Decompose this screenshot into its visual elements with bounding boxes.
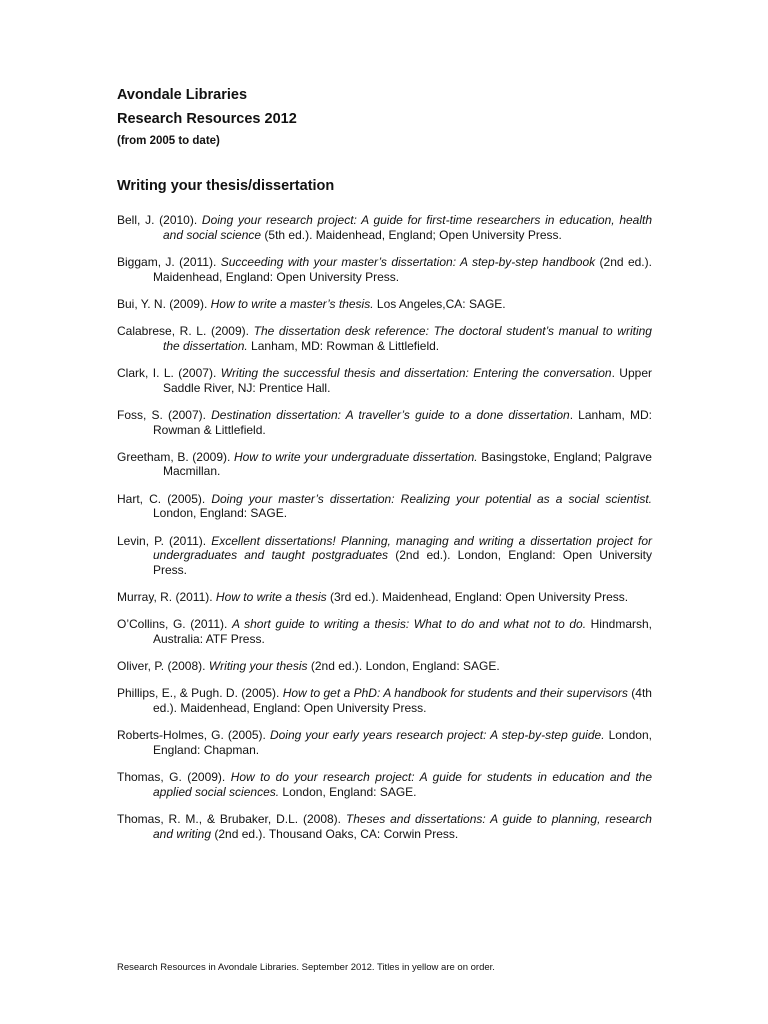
reference-title: Doing your research project: A guide for first-time researchers in education, health and social science [163,213,653,242]
reference-authors: Roberts-Holmes, G. (2005). [117,728,270,743]
reference-details: Lanham, MD: Rowman & Littlefield. [247,338,440,353]
reference-details: (2nd ed.). Maidenhead, England: Open University Press. [153,254,652,284]
reference-authors: Greetham, B. (2009). [117,449,234,464]
reference-item [117,812,652,841]
reference-title: How to get a PhD: A handbook for students and their supervisors [282,686,628,701]
reference-item [117,450,652,479]
reference-details: (2nd ed.). London, England: Open University Press. [153,548,652,577]
reference-authors: Hart, C. (2005). [117,491,212,506]
reference-details: Los Angeles,CA: SAGE. [373,296,506,311]
reference-title: How to write a master’s thesis. [210,296,374,311]
reference-title: Theses and dissertations: A guide to planning, research and writing [153,812,652,841]
reference-item [117,408,652,437]
reference-item [117,324,652,353]
reference-item [117,213,652,242]
reference-item [117,728,652,757]
date-range: (from 2005 to date) [117,135,220,147]
reference-title: Doing your master’s dissertation: Realizing your potential as a social scientist. [211,491,652,506]
reference-details: (3rd ed.). Maidenhead, England: Open University Press. [326,590,629,605]
reference-title: A short guide to writing a thesis: What to do and what not to do. [231,617,587,632]
reference-item [117,617,652,646]
reference-authors: Thomas, G. (2009). [117,770,231,785]
reference-authors: Bui, Y. N. (2009). [117,296,211,311]
reference-item [117,659,652,674]
reference-title: Succeeding with your master’s dissertation: A step-by-step handbook [220,254,596,269]
reference-authors: Clark, I. L. (2007). [117,365,221,380]
reference-title: Doing your early years research project: A step-by-step guide. [269,728,605,743]
reference-list [117,213,652,854]
reference-authors: Thomas, R. M., & Brubaker, D.L. (2008). [117,812,346,827]
reference-details: London, England: SAGE. [153,506,288,521]
document-title: Research Resources 2012 [117,111,297,127]
reference-details: (2nd ed.). Thousand Oaks, CA: Corwin Press. [211,826,459,841]
reference-title: Excellent dissertations! Planning, managing and writing a dissertation project for undergraduates and taught postgraduates [153,533,652,563]
reference-authors: O’Collins, G. (2011). [117,617,232,632]
reference-title: The dissertation desk reference: The doctoral student’s manual to writing the dissertation. [163,324,652,353]
page-footer: Research Resources in Avondale Libraries. September 2012. Titles in yellow are on order. [117,962,495,973]
reference-item [117,492,652,521]
reference-authors: Bell, J. (2010). [117,213,202,227]
reference-details: . Upper Saddle River, NJ: Prentice Hall. [163,365,652,395]
reference-title: Writing the successful thesis and dissertation: Entering the conversation [220,365,612,380]
reference-item [117,686,652,715]
reference-authors: Foss, S. (2007). [117,407,212,422]
reference-authors: Biggam, J. (2011). [117,254,221,269]
reference-item [117,770,652,799]
reference-title: How to write your undergraduate dissertation. [233,449,478,464]
reference-authors: Phillips, E., & Pugh. D. (2005). [117,686,283,701]
reference-details: . Lanham, MD: Rowman & Littlefield. [153,407,652,437]
reference-title: How to write a thesis [215,590,327,605]
reference-authors: Oliver, P. (2008). [117,659,209,674]
reference-item [117,590,652,605]
reference-item [117,255,652,284]
reference-details: (5th ed.). Maidenhead, England; Open University Press. [261,227,562,242]
reference-item [117,297,652,312]
reference-title: Destination dissertation: A traveller’s guide to a done dissertation [211,407,570,422]
reference-authors: Murray, R. (2011). [117,590,216,605]
reference-item [117,366,652,395]
library-name: Avondale Libraries [117,87,248,103]
reference-details: (4th ed.). Maidenhead, England: Open University Press. [153,686,652,716]
section-heading: Writing your thesis/dissertation [117,178,335,194]
reference-details: Hindmarsh, Australia: ATF Press. [153,617,652,647]
reference-details: Basingstoke, England; Palgrave Macmillan. [163,449,652,479]
reference-authors: Calabrese, R. L. (2009). [117,324,254,339]
reference-details: London, England: Chapman. [153,728,652,758]
reference-authors: Levin, P. (2011). [117,533,212,548]
reference-item [117,534,652,578]
reference-details: London, England: SAGE. [279,784,417,799]
reference-details: (2nd ed.). London, England: SAGE. [307,659,500,674]
reference-title: How to do your research project: A guide for students in education and the applied social sciences. [153,770,653,799]
reference-title: Writing your thesis [208,659,308,674]
